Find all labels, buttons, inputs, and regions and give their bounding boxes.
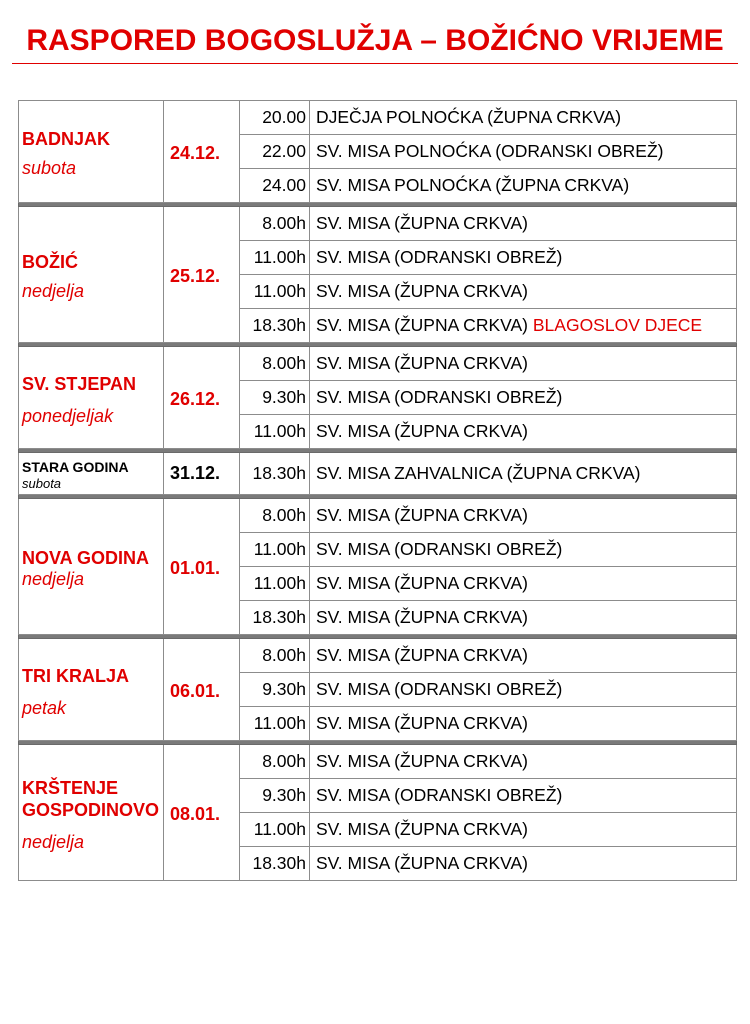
service-time: 8.00h [240,499,310,533]
service-time: 11.00h [240,275,310,309]
table-row [19,101,737,135]
service-desc: DJEČJA POLNOĆKA (ŽUPNA CRKVA) [310,101,737,135]
service-time: 18.30h [240,601,310,635]
day-cell [19,207,164,343]
service-time: 20.00 [240,101,310,135]
day-name: BOŽIĆ [22,252,78,272]
table-row [19,207,737,241]
service-time: 18.30h [240,309,310,343]
service-desc: SV. MISA (ŽUPNA CRKVA) [310,499,737,533]
day-weekday: ponedjeljak [22,405,114,426]
day-weekday: nedjelja [22,569,85,589]
day-cell [19,347,164,449]
service-time: 11.00h [240,415,310,449]
table-row [19,499,737,533]
day-weekday: subota [22,475,62,491]
service-time: 8.00h [240,207,310,241]
service-desc: SV. MISA (ŽUPNA CRKVA) [310,707,737,741]
day-weekday: nedjelja [22,831,85,852]
day-date: 06.01. [164,639,240,741]
day-name: BADNJAK [22,129,111,149]
day-cell [19,639,164,741]
service-desc: SV. MISA POLNOĆKA (ŽUPNA CRKVA) [310,169,737,203]
day-name: SV. STJEPAN [22,373,137,394]
service-time: 8.00h [240,639,310,673]
day-name: NOVA GODINA [22,548,150,568]
day-name: STARA GODINA [22,458,129,475]
service-time: 18.30h [240,453,310,495]
day-cell [19,499,164,635]
service-desc: SV. MISA (ŽUPNA CRKVA) [310,813,737,847]
day-cell [19,453,164,495]
service-desc: SV. MISA (ŽUPNA CRKVA) [310,639,737,673]
service-desc: SV. MISA (ŽUPNA CRKVA) [310,601,737,635]
table-row [19,347,737,381]
day-date: 01.01. [164,499,240,635]
day-date: 24.12. [164,101,240,203]
service-time: 9.30h [240,673,310,707]
day-name-line1: KRŠTENJE [22,777,119,798]
day-date: 31.12. [164,453,240,495]
service-time: 11.00h [240,707,310,741]
day-weekday: petak [22,697,67,718]
day-weekday: subota [22,158,77,178]
service-desc: SV. MISA (ODRANSKI OBREŽ) [310,779,737,813]
day-date: 25.12. [164,207,240,343]
service-desc: SV. MISA (ODRANSKI OBREŽ) [310,533,737,567]
service-desc: SV. MISA (ŽUPNA CRKVA) [310,207,737,241]
day-name-line2: GOSPODINOVO [22,799,160,820]
day-cell [19,745,164,881]
service-desc: SV. MISA POLNOĆKA (ODRANSKI OBREŽ) [310,135,737,169]
service-time: 8.00h [240,745,310,779]
service-time: 11.00h [240,533,310,567]
service-time: 22.00 [240,135,310,169]
service-desc-text: SV. MISA (ŽUPNA CRKVA) [316,315,528,335]
service-time: 8.00h [240,347,310,381]
service-desc: SV. MISA (ŽUPNA CRKVA) [310,567,737,601]
service-desc: SV. MISA (ŽUPNA CRKVA) [310,347,737,381]
day-date: 26.12. [164,347,240,449]
service-time: 24.00 [240,169,310,203]
service-desc: SV. MISA (ŽUPNA CRKVA) [310,745,737,779]
service-desc: SV. MISA ZAHVALNICA (ŽUPNA CRKVA) [310,453,737,495]
table-row [19,745,737,779]
service-note: BLAGOSLOV DJECE [532,315,703,335]
service-time: 18.30h [240,847,310,881]
day-date: 08.01. [164,745,240,881]
day-name: TRI KRALJA [22,665,129,686]
service-time: 9.30h [240,381,310,415]
service-desc: SV. MISA (ŽUPNA CRKVA) [310,415,737,449]
table-row [19,453,737,495]
service-desc: SV. MISA (ŽUPNA CRKVA) [310,847,737,881]
table-row [19,639,737,673]
service-desc [310,309,737,343]
service-desc: SV. MISA (ODRANSKI OBREŽ) [310,241,737,275]
service-time: 11.00h [240,813,310,847]
page-title: RASPORED BOGOSLUŽJA – BOŽIĆNO VRIJEME [26,24,724,57]
service-time: 11.00h [240,567,310,601]
schedule-table [18,100,737,881]
service-time: 11.00h [240,241,310,275]
day-weekday: nedjelja [22,281,85,301]
service-desc: SV. MISA (ŽUPNA CRKVA) [310,275,737,309]
service-time: 9.30h [240,779,310,813]
service-desc: SV. MISA (ODRANSKI OBREŽ) [310,381,737,415]
day-cell [19,101,164,203]
title-underline [12,63,738,64]
service-desc: SV. MISA (ODRANSKI OBREŽ) [310,673,737,707]
